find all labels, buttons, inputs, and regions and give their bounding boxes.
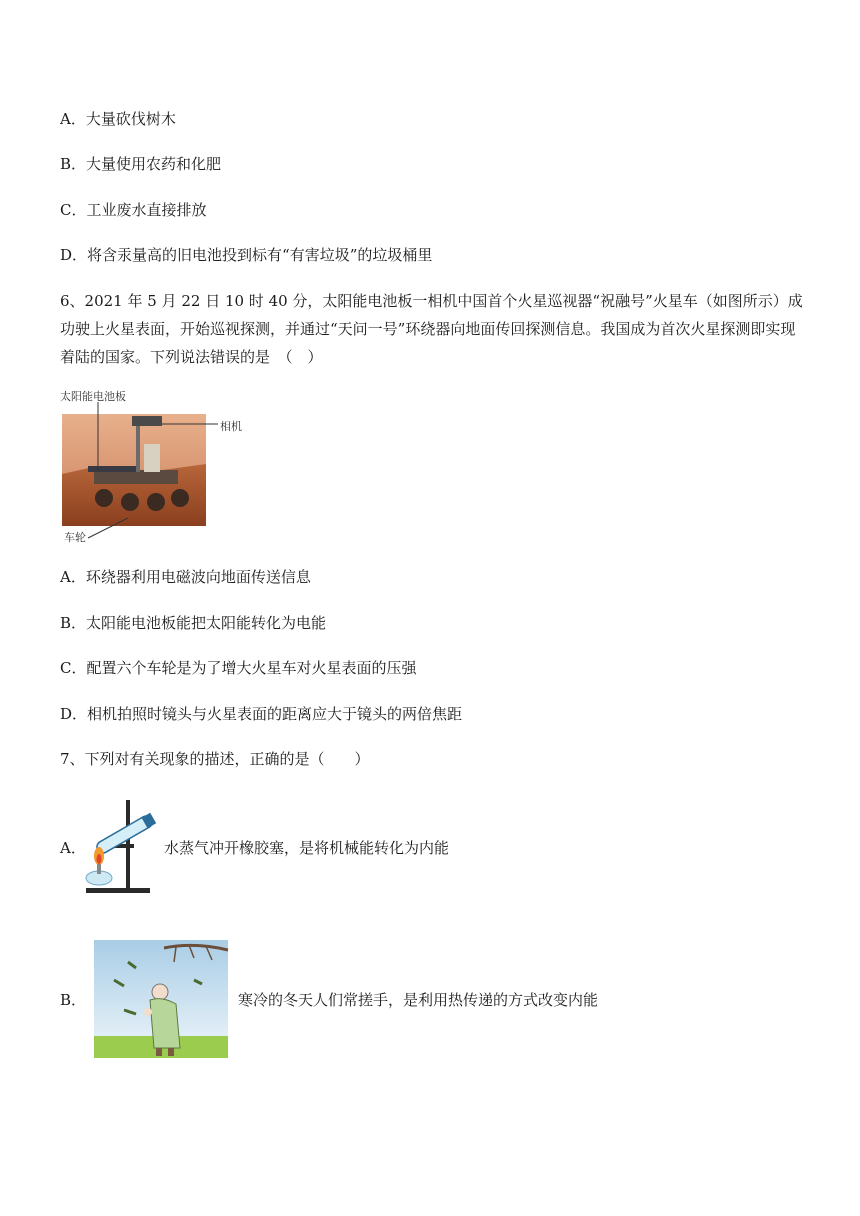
q6-stem: 6、2021 年 5 月 22 日 10 时 40 分，太阳能电池板一相机中国首个火星巡视器“祝融号”火星车（如图所示）成功驶上火星表面，开始巡视探测，并通过“天问一号”环绕器向地面传回探测信息。我国成为首次火星探测即实现着陆的国家。下列说法错误的是 （ ） [60,292,803,366]
winter-hand-rubbing-figure [94,940,234,1060]
q7-option-b-letter: B． [60,991,87,1009]
hand-rubbing-illustration [94,940,234,1060]
q6-option-b: B．太阳能电池板能把太阳能转化为电能 [60,614,327,632]
rover-illustration [58,386,258,546]
q7-option-b-text: 寒冷的冬天人们常搓手，是利用热传递的方式改变内能 [238,991,599,1009]
q7-option-a-text: 水蒸气冲开橡胶塞，是将机械能转化为内能 [164,839,450,857]
test-tube-illustration [82,796,162,896]
solar-panel-label: 太阳能电池板 [60,390,126,403]
q5-option-d: D．将含汞量高的旧电池投到标有“有害垃圾”的垃圾桶里 [60,246,433,264]
q7-stem: 7、下列对有关现象的描述，正确的是（ ） [60,750,370,768]
q6-option-a: A．环绕器利用电磁波向地面传送信息 [60,568,311,586]
test-tube-apparatus-figure [82,796,162,896]
mars-rover-figure [58,386,258,546]
camera-label: 相机 [220,420,242,433]
q5-option-c: C．工业废水直接排放 [60,201,207,219]
q7-option-a-letter: A． [60,839,86,857]
q6-option-d: D．相机拍照时镜头与火星表面的距离应大于镜头的两倍焦距 [60,705,463,723]
q5-option-a: A．大量砍伐树木 [60,110,176,128]
q5-option-b: B．大量使用农药和化肥 [60,155,222,173]
wheel-label: 车轮 [64,531,86,544]
q6-option-c: C．配置六个车轮是为了增大火星车对火星表面的压强 [60,659,417,677]
